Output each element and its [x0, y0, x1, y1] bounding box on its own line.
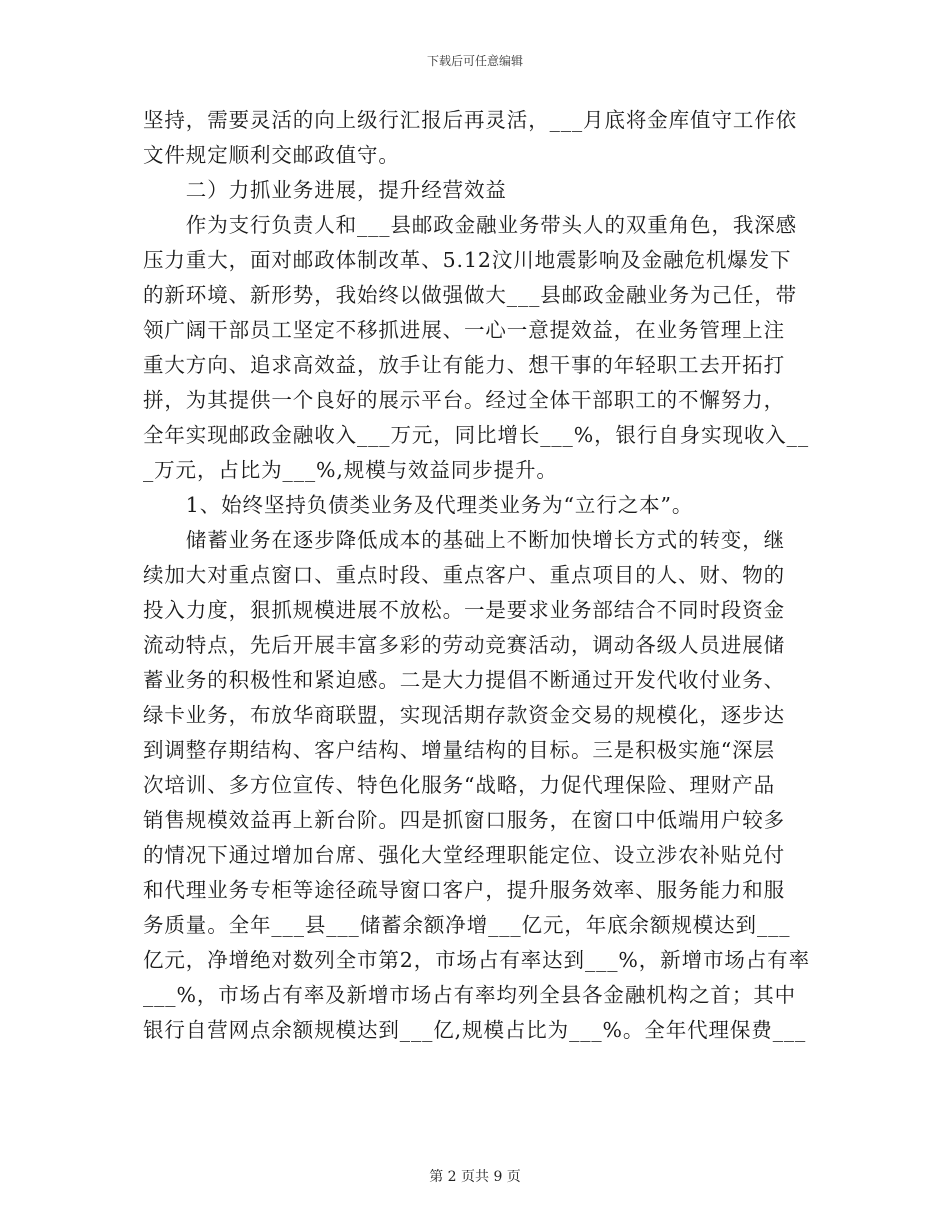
text-line: 到调整存期结构、客户结构、增量结构的目标。三是积极实施“深层 [143, 738, 775, 762]
text-line: 销售规模效益再上新台阶。四是抓窗口服务，在窗口中低端用户较多 [143, 808, 785, 832]
text-line: 务质量。全年___县___储蓄余额净增___亿元，年底余额规模达到___ [143, 913, 791, 937]
text-line: 亿元，净增绝对数列全市第2，市场占有率达到___%，新增市场占有率 [143, 948, 810, 972]
text-line: 绿卡业务，布放华商联盟，实现活期存款资金交易的规模化，逐步达 [143, 703, 785, 727]
text-line: 全年实现邮政金融收入___万元，同比增长___%，银行自身实现收入__ [143, 423, 809, 447]
text-line: 1、始终坚持负债类业务及代理类业务为“立行之本”。 [143, 493, 694, 517]
text-line: 文件规定顺利交邮政值守。 [143, 143, 400, 167]
text-line: 的新环境、新形势，我始终以做强做大___县邮政金融业务为己任，带 [143, 283, 798, 307]
page-footer: 第 2 页共 9 页 [429, 1169, 521, 1185]
page-header: 下载后可任意编辑 [426, 54, 523, 68]
text-line: 和代理业务专柜等途径疏导窗口客户，提升服务效率、服务能力和服 [143, 878, 785, 902]
text-line: 投入力度，狠抓规模进展不放松。一是要求业务部结合不同时段资金 [143, 598, 785, 622]
text-line: 的情况下通过增加台席、强化大堂经理职能定位、设立涉农补贴兑付 [143, 843, 785, 867]
text-line: _万元，占比为___%,规模与效益同步提升。 [143, 458, 558, 482]
text-line: 储蓄业务在逐步降低成本的基础上不断加快增长方式的转变，继 [143, 528, 785, 552]
text-line: ___%，市场占有率及新增市场占有率均列全县各金融机构之首；其中 [143, 983, 797, 1007]
text-line: 次培训、多方位宣传、特色化服务“战略，力促代理保险、理财产品 [143, 773, 775, 797]
text-line: 重大方向、追求高效益，放手让有能力、想干事的年轻职工去开拓打 [143, 353, 785, 377]
text-line: 银行自营网点余额规模达到___亿,规模占比为___%。全年代理保费___ [143, 1018, 807, 1042]
text-line: 续加大对重点窗口、重点时段、重点客户、重点项目的人、财、物的 [143, 563, 785, 587]
text-line: 蓄业务的积极性和紧迫感。二是大力提倡不断通过开发代收付业务、 [143, 668, 785, 692]
text-line: 拼，为其提供一个良好的展示平台。经过全体干部职工的不懈努力， [143, 388, 785, 412]
text-line: 坚持，需要灵活的向上级行汇报后再灵活，___月底将金库值守工作依 [143, 108, 798, 132]
text-line: 流动特点，先后开展丰富多彩的劳动竞赛活动，调动各级人员进展储 [143, 633, 785, 657]
text-line: 作为支行负责人和___县邮政金融业务带头人的双重角色，我深感 [143, 213, 798, 237]
document-body [143, 103, 810, 1048]
text-line: 压力重大，面对邮政体制改革、5.12汶川地震影响及金融危机爆发下 [143, 248, 792, 272]
text-line: 二）力抓业务进展，提升经营效益 [143, 178, 507, 202]
text-line: 领广阔干部员工坚定不移抓进展、一心一意提效益，在业务管理上注 [143, 318, 785, 342]
